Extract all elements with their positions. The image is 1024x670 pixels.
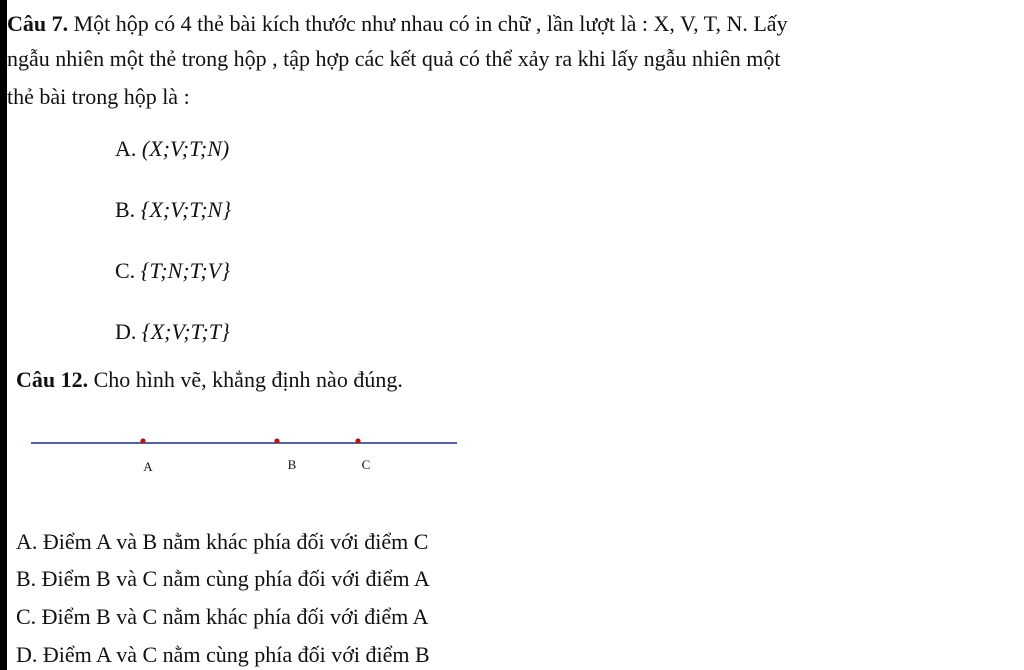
q7-option-a[interactable]	[115, 136, 229, 162]
q7-option-d[interactable]	[115, 319, 230, 345]
q7-option-b-letter: B.	[115, 197, 136, 222]
q7-option-d-letter: D.	[115, 319, 137, 344]
point-a-dot	[140, 438, 145, 443]
q7-option-b[interactable]	[115, 197, 231, 223]
point-c-dot	[355, 438, 360, 443]
q12-stem	[16, 367, 403, 393]
point-b-label: B	[287, 457, 297, 472]
q7-option-a-value: (X;V;T;N)	[141, 136, 230, 161]
q7-option-d-value: {X;V;T;T}	[141, 319, 230, 344]
q12-option-a[interactable]: A. Điểm A và B nằm khác phía đối với điểm C	[16, 529, 429, 554]
q7-stem-text-1: Một hộp có 4 thẻ bài kích thước như nhau có in chữ , lần lượt là : X, V, T, N. Lấy	[68, 11, 788, 36]
q12-stem-text: Cho hình vẽ, khẳng định nào đúng.	[88, 367, 403, 392]
q12-option-c[interactable]: C. Điểm B và C nằm khác phía đối với điểm A	[16, 604, 429, 629]
point-c-label: C	[361, 457, 371, 472]
q7-option-c-letter: C.	[115, 258, 136, 283]
q7-stem-line-1	[7, 11, 788, 37]
q7-option-c[interactable]	[115, 258, 230, 284]
q7-option-a-letter: A.	[115, 136, 137, 161]
point-b-dot	[274, 438, 279, 443]
point-a-label: A	[143, 459, 153, 474]
q12-option-d[interactable]: D. Điểm A và C nằm cùng phía đối với điểm B	[16, 642, 430, 667]
document-page	[7, 0, 1024, 670]
q7-option-c-value: {T;N;T;V}	[140, 258, 230, 283]
q7-option-b-value: {X;V;T;N}	[140, 197, 231, 222]
q7-stem-line-3: thẻ bài trong hộp là :	[7, 84, 190, 109]
points-on-line-diagram	[27, 425, 487, 485]
q12-figure	[27, 425, 487, 485]
q12-option-b[interactable]: B. Điểm B và C nằm cùng phía đối với điểm A	[16, 566, 430, 591]
q12-label: Câu 12.	[16, 367, 89, 392]
q7-label: Câu 7.	[7, 11, 69, 36]
q7-stem-line-2: ngẫu nhiên một thẻ trong hộp , tập hợp các kết quả có thể xảy ra khi lấy ngẫu nhiên một	[7, 46, 781, 71]
